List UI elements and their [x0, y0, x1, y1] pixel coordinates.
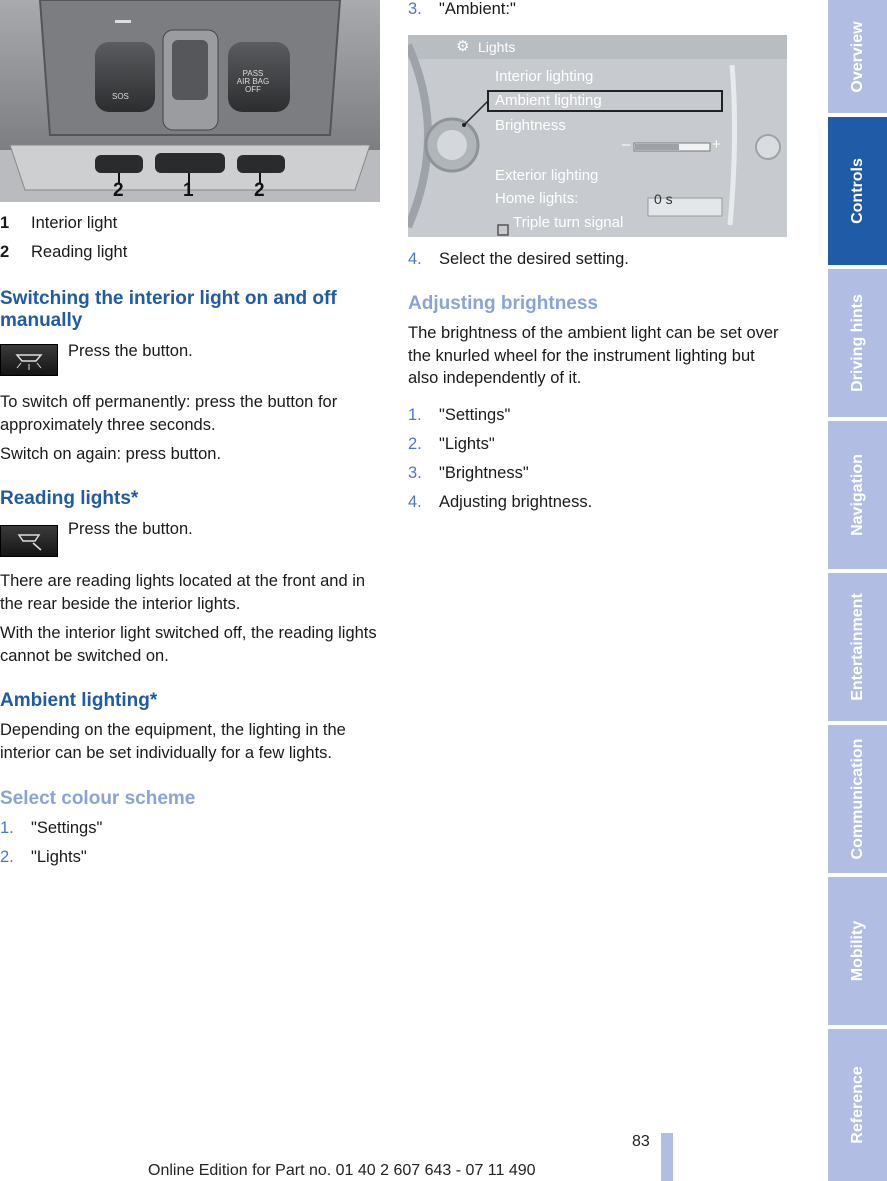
step-text: "Settings"	[31, 819, 103, 837]
menu-item-ambient-lighting[interactable]: Ambient lighting	[495, 92, 602, 109]
sidebar-tab-communication[interactable]: Communication	[828, 725, 887, 873]
paragraph: Switch on again: press button.	[0, 445, 222, 463]
paragraph: The brightness of the ambient light can be set over the knurled wheel for the instrument lighting but also independently of it.	[408, 324, 779, 387]
sidebar-tab-mobility[interactable]: Mobility	[828, 877, 887, 1025]
step-text: "Ambient:"	[439, 0, 516, 18]
section-heading: Reading lights*	[0, 488, 139, 509]
step-number: 4.	[408, 250, 422, 268]
paragraph: With the interior light switched off, the reading lights cannot be switched on.	[0, 624, 377, 665]
page-marker	[661, 1133, 673, 1181]
step-item	[408, 433, 788, 456]
legend-number: 1	[0, 214, 10, 232]
step-number: 1.	[408, 406, 422, 424]
sidebar-tab-overview[interactable]: Overview	[828, 0, 887, 113]
step-item	[408, 491, 788, 514]
step-text: "Settings"	[439, 406, 511, 424]
subsection-heading: Select colour scheme	[0, 788, 196, 809]
console-photo	[0, 0, 380, 202]
legend-number: 2	[0, 243, 10, 261]
menu-item-exterior-lighting[interactable]: Exterior lighting	[495, 167, 599, 184]
sidebar-tab-navigation[interactable]: Navigation	[828, 421, 887, 569]
press-text: Press the button.	[68, 520, 193, 538]
step-item	[408, 0, 788, 21]
sidebar-tab-reference[interactable]: Reference	[828, 1029, 887, 1181]
reading-light-button-icon	[0, 525, 58, 557]
menu-item-brightness[interactable]: Brightness	[495, 117, 566, 134]
step-text: "Brightness"	[439, 464, 529, 482]
menu-item-triple-turn-signal[interactable]: Triple turn signal	[513, 214, 624, 231]
plus-icon: +	[712, 136, 721, 153]
console-illustration	[0, 0, 380, 202]
step-item	[408, 404, 788, 427]
step-text: Select the desired setting.	[439, 250, 629, 268]
step-number: 2.	[0, 848, 14, 866]
step-item	[0, 817, 380, 840]
minus-icon: –	[622, 136, 631, 153]
airbag-button-label: PASS AIR BAG OFF	[236, 69, 270, 94]
step-text: Adjusting brightness.	[439, 493, 593, 511]
home-lights-value: 0 s	[654, 191, 673, 207]
legend-text: Interior light	[31, 214, 118, 232]
gear-icon: ⚙	[456, 38, 470, 55]
screen-frame	[408, 35, 787, 237]
step-number: 4.	[408, 493, 422, 511]
step-text: "Lights"	[31, 848, 87, 866]
sidebar-tab-entertainment[interactable]: Entertainment	[828, 573, 887, 721]
sidebar-tab-controls[interactable]: Controls	[828, 117, 887, 265]
interior-light-button-icon	[0, 344, 58, 376]
section-heading: Ambient lighting*	[0, 690, 158, 711]
brightness-slider-fill	[635, 144, 679, 150]
step-item	[0, 846, 380, 869]
step-number: 3.	[408, 464, 422, 482]
paragraph: To switch off permanently: press the button for approximately three seconds.	[0, 393, 338, 434]
screen-title: Lights	[478, 39, 516, 55]
subsection-heading: Adjusting brightness	[408, 293, 598, 314]
menu-item-interior-lighting[interactable]: Interior lighting	[495, 68, 594, 85]
step-number: 3.	[408, 0, 422, 18]
callout-label: 2	[113, 180, 124, 201]
step-item	[408, 462, 788, 485]
legend-item	[0, 241, 128, 264]
callout-label: 2	[254, 180, 265, 201]
step-number: 2.	[408, 435, 422, 453]
callout-label: 1	[183, 180, 194, 201]
edition-footer: Online Edition for Part no. 01 40 2 607 643 - 07 11 490	[148, 1162, 536, 1179]
sidebar-tab-driving-hints[interactable]: Driving hints	[828, 269, 887, 417]
section-heading: Switching the interior light on and off manually	[0, 288, 337, 331]
press-text: Press the button.	[68, 342, 193, 360]
paragraph: There are reading lights located at the front and in the rear beside the interior lights.	[0, 572, 366, 613]
sos-button-label: SOS	[112, 92, 129, 101]
step-text: "Lights"	[439, 435, 495, 453]
step-item	[408, 248, 788, 271]
menu-item-home-lights[interactable]: Home lights:	[495, 190, 579, 207]
page-number: 83	[632, 1133, 650, 1150]
legend-text: Reading light	[31, 243, 128, 261]
paragraph: Depending on the equipment, the lighting in the interior can be set individually for a few lights.	[0, 721, 346, 762]
step-number: 1.	[0, 819, 14, 837]
legend-item	[0, 212, 118, 235]
idrive-screen	[408, 35, 787, 237]
